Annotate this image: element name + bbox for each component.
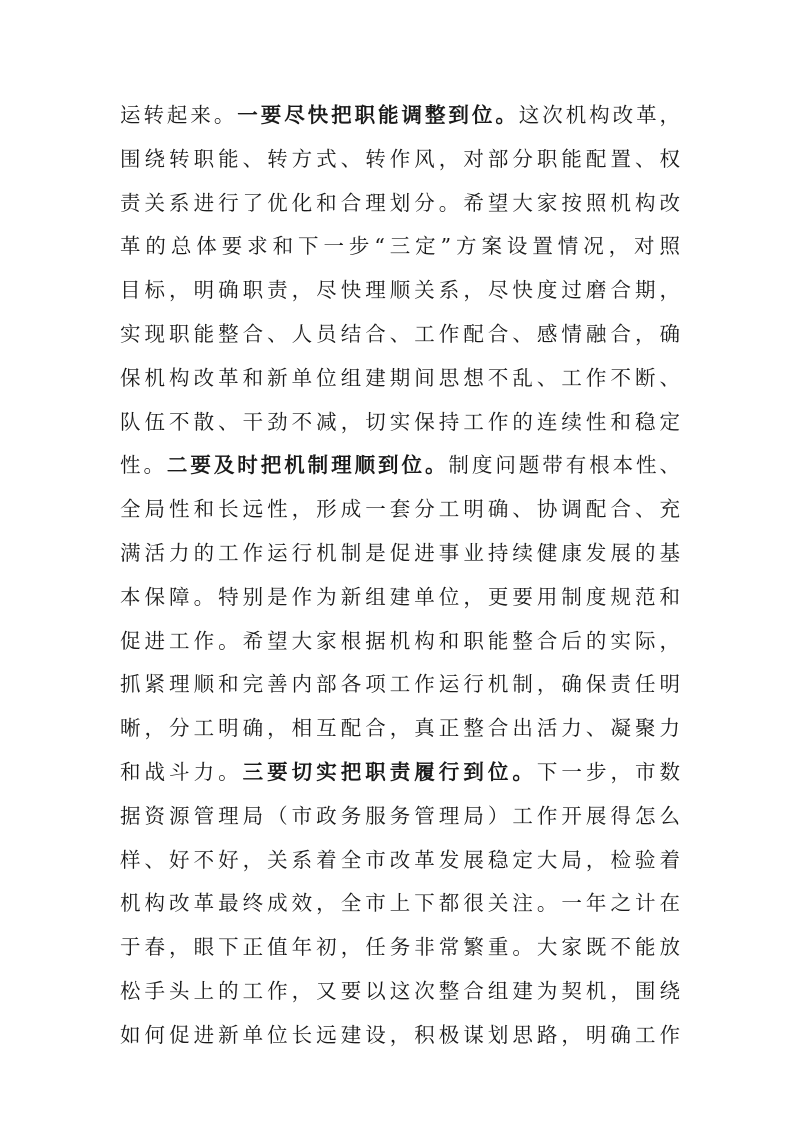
text-segment: 于春，眼下正值年初，任务非常繁重。大家既不能放: [120, 935, 680, 960]
text-segment: 据资源管理局（市政务服务管理局）工作开展得怎么: [120, 803, 680, 828]
bold-heading-phrase: 二要及时把机制理顺到位。: [166, 453, 449, 478]
text-line: [120, 357, 680, 401]
text-segment: 责关系进行了优化和合理划分。希望大家按照机构改: [120, 190, 680, 215]
text-segment: 全局性和长远性，形成一套分工明确、协调配合、充: [120, 497, 680, 522]
text-line: [120, 882, 680, 926]
text-segment: 下一步，市数: [536, 759, 681, 784]
text-segment: 围绕转职能、转方式、转作风，对部分职能配置、权: [120, 146, 680, 171]
text-segment: 保机构改革和新单位组建期间思想不乱、工作不断、: [120, 365, 680, 390]
text-segment: 松手头上的工作，又要以这次整合组建为契机，围绕: [120, 978, 680, 1003]
text-segment: 机构改革最终成效，全市上下都很关注。一年之计在: [120, 891, 680, 916]
text-segment: 实现职能整合、人员结合、工作配合、感情融合，确: [120, 321, 680, 346]
text-segment: 和战斗力。: [120, 759, 243, 784]
text-line: [120, 839, 680, 883]
text-line: [120, 269, 680, 313]
text-line: [120, 532, 680, 576]
text-line: [120, 576, 680, 620]
bold-heading-phrase: 三要切实把职责履行到位。: [242, 759, 537, 784]
text-line: [120, 444, 680, 488]
text-line: [120, 488, 680, 532]
text-segment: 革的总体要求和下一步“三定”方案设置情况，对照: [120, 234, 680, 259]
text-segment: 促进工作。希望大家根据机构和职能整合后的实际，: [120, 628, 680, 653]
text-line: [120, 926, 680, 970]
text-line: [120, 707, 680, 751]
text-line: [120, 182, 680, 226]
text-segment: 样、好不好，关系着全市改革发展稳定大局，检验着: [120, 847, 680, 872]
text-line: [120, 138, 680, 182]
text-segment: 晰，分工明确，相互配合，真正整合出活力、凝聚力: [120, 716, 680, 741]
text-line: [120, 795, 680, 839]
text-segment: 运转起来。: [120, 103, 238, 127]
text-line: [120, 313, 680, 357]
text-segment: 制度问题带有根本性、: [448, 453, 681, 478]
text-segment: 如何促进新单位长远建设，积极谋划思路，明确工作: [120, 1022, 680, 1047]
text-segment: 这次机构改革，: [518, 103, 681, 127]
text-segment: 目标，明确职责，尽快理顺关系，尽快度过磨合期，: [120, 278, 680, 303]
text-segment: 队伍不散、干劲不减，切实保持工作的连续性和稳定: [120, 409, 680, 434]
text-segment: 本保障。特别是作为新组建单位，更要用制度规范和: [120, 584, 680, 609]
text-line: [120, 751, 680, 795]
text-segment: 满活力的工作运行机制是促进事业持续健康发展的基: [120, 540, 680, 565]
text-segment: 性。: [120, 453, 167, 478]
text-line: [120, 970, 680, 1014]
text-line: [120, 401, 680, 445]
text-line: [120, 663, 680, 707]
text-line: [120, 620, 680, 664]
text-line: [120, 225, 680, 269]
body-paragraph: [120, 94, 680, 1058]
text-segment: 抓紧理顺和完善内部各项工作运行机制，确保责任明: [120, 672, 680, 697]
bold-heading-phrase: 一要尽快把职能调整到位。: [237, 103, 519, 127]
text-line: [120, 1014, 680, 1058]
text-line: [120, 94, 680, 138]
